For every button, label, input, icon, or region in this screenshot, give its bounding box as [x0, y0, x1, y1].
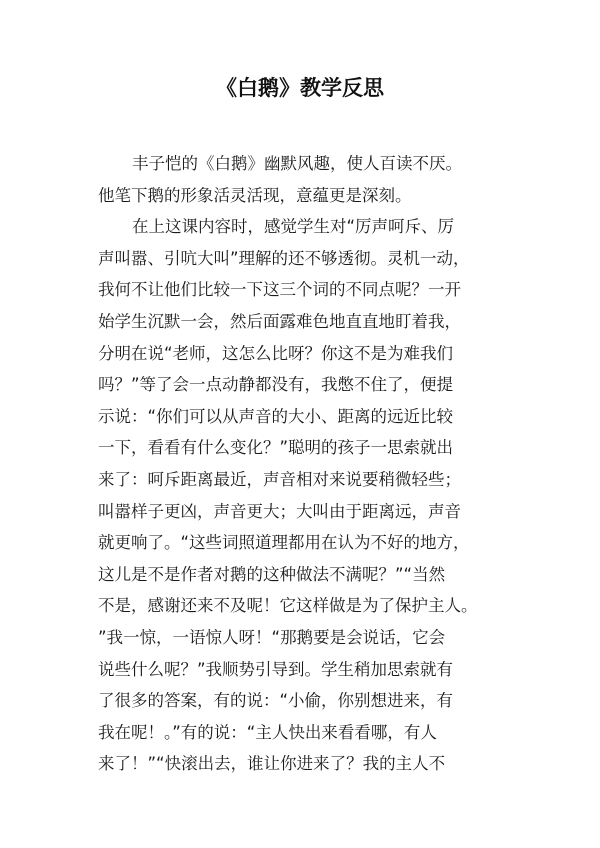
text-line: 叫嚣样子更凶，声音更大；大叫由于距离远，声音 [98, 501, 461, 521]
text-line: 他笔下鹅的形象活灵活现，意蕴更是深刻。 [98, 185, 412, 205]
text-line: 丰子恺的《白鹅》幽默风趣，使人百读不厌。 [132, 154, 462, 173]
text-line: 了很多的答案，有的说：“小偷，你别想进来，有 [98, 691, 454, 711]
text-line: 这儿是不是作者对鹅的这种做法不满呢？”“当然 [98, 564, 446, 584]
document-body [98, 148, 518, 780]
text-line: 就更响了。“这些词照道理都用在认为不好的地方， [98, 533, 470, 553]
document-title: 《白鹅》教学反思 [216, 76, 384, 100]
text-line: ”我一惊，一语惊人呀！“那鹅要是会说话，它会 [98, 627, 446, 647]
text-line: 吗？”等了会一点动静都没有，我憋不住了，便提 [98, 375, 454, 395]
text-line: 示说：“你们可以从声音的大小、距离的远近比较 [98, 406, 454, 426]
text-line: 说些什么呢？”我顺势引导到。学生稍加思索就有 [98, 659, 454, 679]
text-line: 始学生沉默一会，然后面露难色地直直地盯着我， [98, 311, 461, 331]
text-line: 我何不让他们比较一下这三个词的不同点呢？一开 [98, 280, 461, 300]
text-line: 分明在说“老师，这怎么比呀？你这不是为难我们 [98, 343, 454, 363]
text-line: 来了！”“快滚出去，谁让你进来了？我的主人不 [98, 754, 446, 774]
text-line: 我在呢！。”有的说：“主人快出来看看哪，有人 [98, 722, 437, 742]
text-line: 声叫嚣、引吭大叫”理解的还不够透彻。灵机一动， [98, 248, 470, 268]
text-line: 不是，感谢还来不及呢！它这样做是为了保护主人。 [98, 596, 478, 616]
text-line: 在上这课内容时，感觉学生对“厉声呵斥、厉 [132, 217, 455, 237]
text-line: 一下，看看有什么变化？”聪明的孩子一思索就出 [98, 438, 454, 458]
text-line: 来了：呵斥距离最近，声音相对来说要稍微轻些； [98, 469, 461, 489]
